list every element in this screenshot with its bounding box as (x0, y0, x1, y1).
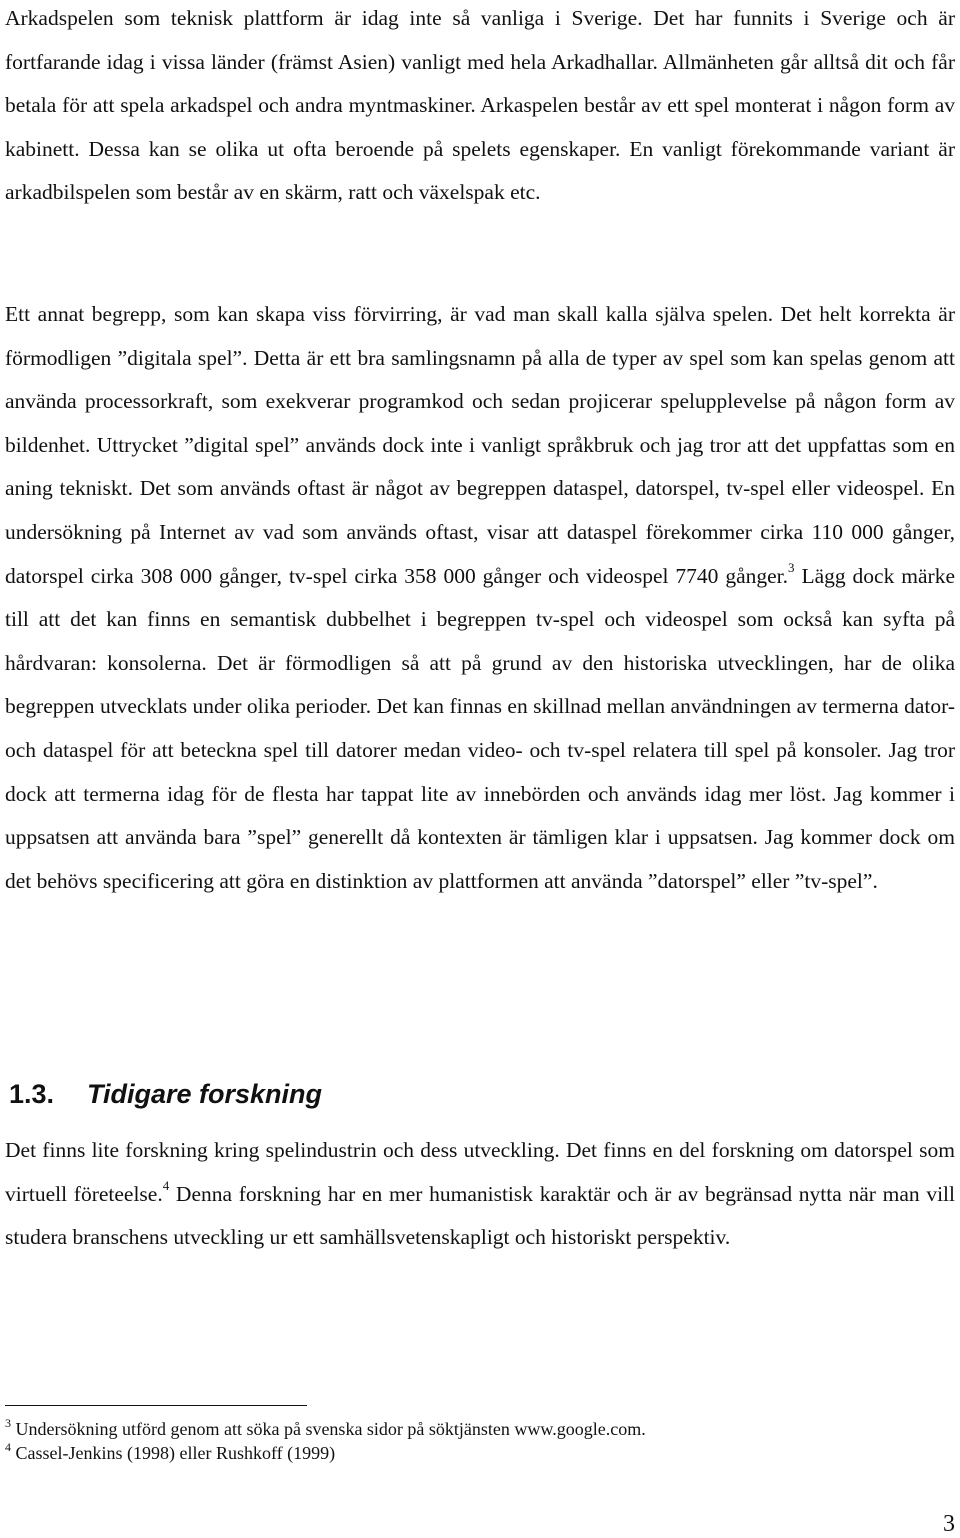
footnote-3 (5, 1418, 646, 1440)
footnote-4 (5, 1442, 335, 1464)
footnote-text: Undersökning utförd genom att söka på svenska sidor på söktjänsten www.google.com. (11, 1419, 646, 1439)
footnote-marker: 4 (5, 1440, 11, 1454)
footnote-separator (5, 1405, 307, 1406)
section-heading (9, 1077, 322, 1111)
paragraph-text: Lägg dock märke till att det kan finns en semantisk dubbelhet i begreppen tv-spel och videospel som också kan syfta på hårdvaran: konsolerna. Det är förmodligen så att på grund av den historiska utvecklingen, har de olika begreppen utvecklats under olika perioder. Det kan finnas en skillnad mellan användningen av termerna dator- och dataspel för att beteckna spel till datorer medan video- och tv-spel relatera till spel på konsoler. Jag tror dock att termerna idag för de flesta har tappat lite av innebörden och används idag mer löst. Jag kommer i uppsatsen att använda bara ”spel” generellt då kontexten är tämligen klar i uppsatsen. Jag kommer dock om det behövs specificering att göra en distinktion av plattformen att använda ”datorspel” eller ”tv-spel”. (5, 563, 955, 893)
footnote-reference-4[interactable]: 4 (162, 1178, 170, 1194)
body-paragraph-arcade: Arkadspelen som teknisk plattform är idag inte så vanliga i Sverige. Det har funnits i Sverige och är fortfarande idag i vissa länder (främst Asien) vanligt med hela Arkadhallar. Allmänheten går alltså dit och får betala för att spela arkadspel och andra myntmaskiner. Arkaspelen består av ett spel monterat i någon form av kabinett. Dessa kan se olika ut ofta beroende på spelets egenskaper. En vanligt förekommande variant är arkadbilspelen som består av en skärm, ratt och växelspak etc. (5, 6, 955, 205)
footnote-marker: 3 (5, 1416, 11, 1430)
page-number: 3 (943, 1511, 955, 1537)
paragraph-text: Det finns lite forskning kring spelindustrin och dess utveckling. Det finns en del forskning om datorspel som virtuell företeelse. (5, 1138, 955, 1206)
paragraph-text: Ett annat begrepp, som kan skapa viss förvirring, är vad man skall kalla själva spelen. Det helt korrekta är förmodligen ”digitala spel”. Detta är ett bra samlingsnamn på alla de typer av spel som kan spelas genom att använda processorkraft, som exekverar programkod och sedan projicerar spelupplevelse på någon form av bildenhet. Uttrycket ”digital spel” används dock inte i vanligt språkbruk och jag tror att det uppfattas som en aning tekniskt. Det som används oftast är något av begreppen dataspel, datorspel, tv-spel eller videospel. En undersökning på Internet av vad som används oftast, visar att dataspel förekommer cirka 110 000 gånger, datorspel cirka 308 000 gånger, tv-spel cirka 358 000 gånger och videospel 7740 gånger. (5, 302, 955, 588)
section-title: Tidigare forskning (87, 1079, 323, 1109)
section-number: 1.3. (9, 1079, 55, 1109)
paragraph-text: Denna forskning har en mer humanistisk karaktär och är av begränsad nytta när man vill studera branschens utveckling ur ett samhällsvetenskapligt och historiskt perspektiv. (5, 1181, 956, 1250)
footnote-reference-3[interactable]: 3 (788, 560, 795, 576)
footnote-text: Cassel-Jenkins (1998) eller Rushkoff (1999) (11, 1443, 336, 1463)
body-paragraph-terminology (5, 293, 955, 903)
body-paragraph-research (5, 1129, 955, 1260)
